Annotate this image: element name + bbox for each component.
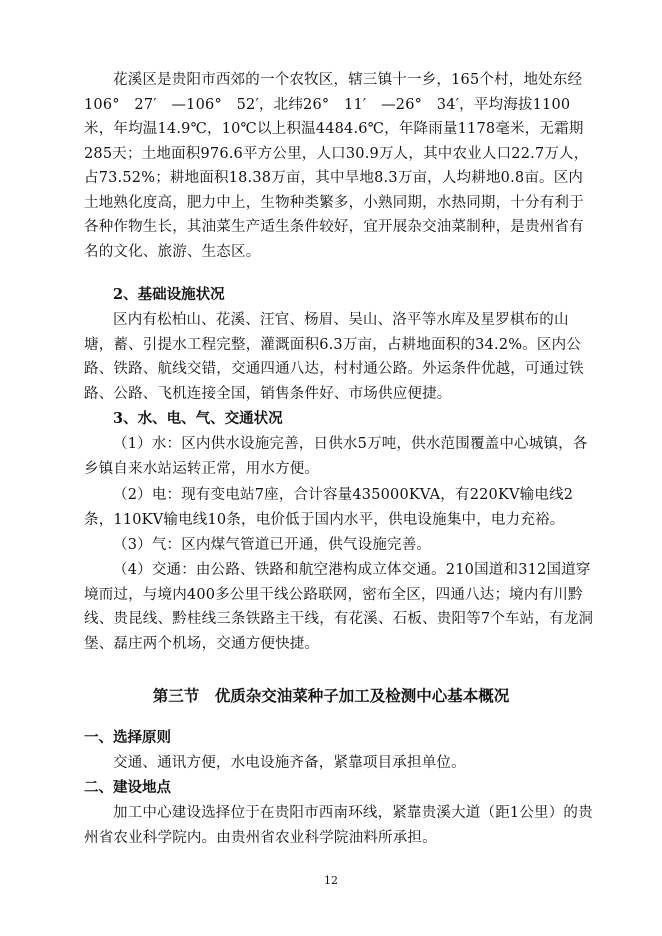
power-paragraph: （2）电：现有变电站7座，合计容量435000KVA，有220KV输电线2条，110KV输电线10条，电价低于国内水平，供电设施集中，电力充裕。 — [84, 487, 574, 528]
chapter-section-title: 第三节 优质杂交油菜种子加工及检测中心基本概况 — [152, 686, 510, 705]
page-number: 12 — [324, 874, 338, 887]
heading-construction-site: 二、建设地点 — [84, 779, 171, 796]
selection-principle-text: 交通、通讯方便，水电设施齐备，紧靠项目承担单位。 — [113, 755, 466, 771]
water-paragraph: （1）水：区内供水设施完善，日供水5万吨，供水范围覆盖中心城镇，各乡镇自来水站运转正常，用水方便。 — [84, 436, 588, 477]
heading-selection-principle: 一、选择原则 — [84, 729, 171, 746]
construction-site-text: 加工中心建设选择位于在贵阳市西南环线，紧靠贵溪大道（距1公里）的贵州省农业科学院内。由贵州省农业科学院油料所承担。 — [84, 805, 593, 846]
traffic-paragraph: （4）交通：由公路、铁路和航空港构成立体交通。210国道和312国道穿境而过，与境内400多公里干线公路联网，密布全区，四通八达；境内有川黔线、贵昆线、黔桂线三条铁路主干线，有花溪、石板、贵阳等7个车站，有龙洞堡、磊庄两个机场，交通方便快捷。 — [84, 562, 594, 652]
section-heading-utilities: 3、水、电、气、交通状况 — [113, 410, 283, 427]
section-heading-infrastructure: 2、基础设施状况 — [113, 286, 225, 303]
infrastructure-paragraph: 区内有松柏山、花溪、汪官、杨眉、吴山、洛平等水库及星罗棋布的山塘，蓄、引提水工程完整，灌溉面积6.3万亩，占耕地面积的34.2%。区内公路、铁路、航线交错，交通四通八达，村村通公路。外运条件优越，可通过铁路、公路、飞机连接全国，销售条件好、市场供应便捷。 — [84, 312, 584, 402]
gas-paragraph: （3）气：区内煤气管道已开通，供气设施完善。 — [113, 537, 432, 553]
intro-paragraph: 花溪区是贵阳市西郊的一个农牧区，辖三镇十一乡，165个村，地处东经106° 27′ —106° 52′，北纬26° 11′ —26° 34′，平均海拔1100米，年均温14.9℃，10℃以上积温4484.6℃，年降雨量1178毫米，无霜期285天；土地面积976.6平方公里，人口30.9万人，其中农业人口22.7万人，占73.52%；耕地面积18.38万亩，其中旱地8.3万亩，人均耕地0.8亩。区内土地熟化度高，肥力中上，生物种类繁多，小熟同期，水热同期，十分有利于各种作物生长，其油菜生产适生条件较好，宜开展杂交油菜制种，是贵州省有名的文化、旅游、生态区。 — [84, 72, 589, 260]
